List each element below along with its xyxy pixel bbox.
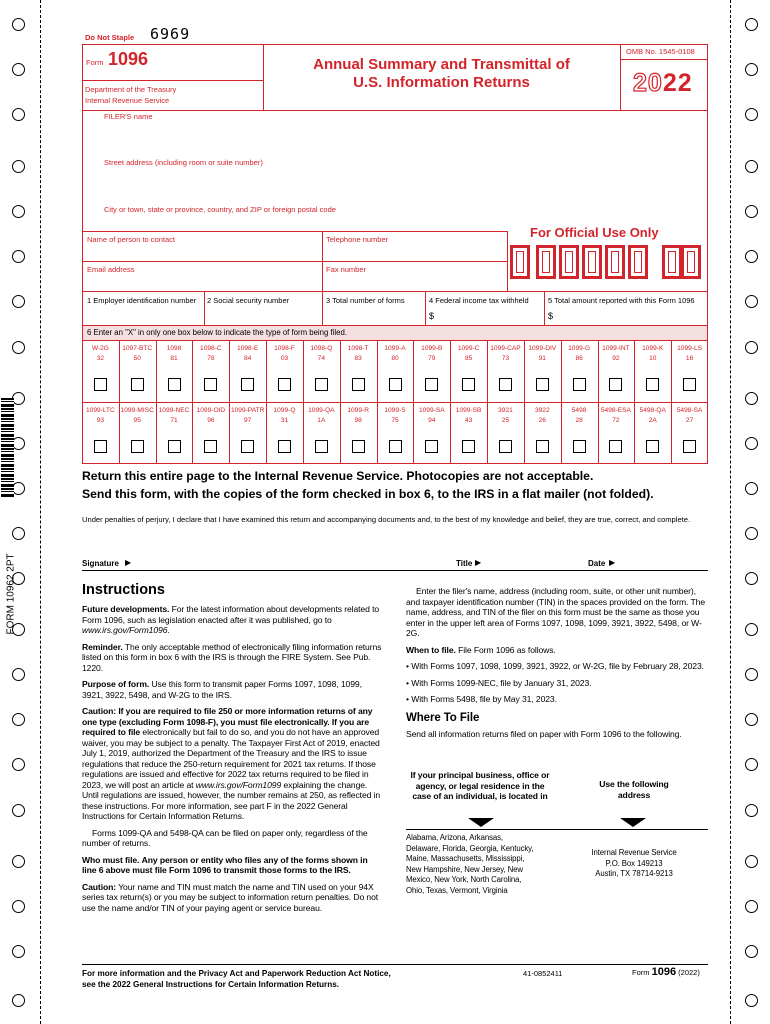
future-developments: Future developments. For the latest information about developments related to Form 1096, such as legislation enacted after it was published, go to www.irs.gov/Form1096. — [82, 604, 380, 635]
form-type-cell — [598, 344, 635, 364]
form-type-name: 1099-DIV — [528, 345, 557, 352]
form-type-code: 75 — [391, 417, 399, 424]
form-type-code: 50 — [133, 355, 141, 362]
address-column-heading: Use the following address — [599, 779, 669, 800]
pinfeed-hole — [745, 250, 758, 263]
form-type-checkbox[interactable] — [683, 440, 696, 453]
form-type-checkbox[interactable] — [94, 440, 107, 453]
pinfeed-hole — [745, 994, 758, 1007]
pinfeed-hole — [745, 945, 758, 958]
signature-label: Signature — [82, 559, 119, 568]
form-type-cell — [156, 344, 193, 364]
irs-line: Internal Revenue Service — [85, 96, 170, 105]
form-type-checkbox[interactable] — [573, 378, 586, 391]
form-type-cell — [266, 406, 303, 426]
omb-number: OMB No. 1545-0108 — [626, 47, 695, 56]
left-pinfeed-strip — [0, 0, 40, 1024]
form-type-checkbox[interactable] — [131, 378, 144, 391]
form-type-name: 1099-C — [457, 345, 480, 352]
form-type-cell — [487, 344, 524, 364]
form-type-code: 95 — [133, 417, 141, 424]
return-notice-1: Return this entire page to the Internal Revenue Service. Photocopies are not acceptable. — [82, 469, 594, 483]
form-type-cell — [561, 406, 598, 426]
form-type-code: 85 — [464, 355, 473, 362]
form-type-checkbox[interactable] — [646, 440, 659, 453]
date-arrow-icon: ▶ — [609, 558, 616, 567]
form-type-code: 43 — [464, 417, 473, 424]
box4-withheld-label: 4 Federal income tax withheld — [429, 296, 529, 305]
form-type-code: 73 — [501, 355, 510, 362]
deadline-bullet: • With Forms 5498, file by May 31, 2023. — [406, 694, 557, 704]
pinfeed-hole — [12, 108, 25, 121]
department-line: Department of the Treasury — [85, 85, 177, 94]
pinfeed-hole — [12, 713, 25, 726]
left-perforation — [40, 0, 41, 1024]
pinfeed-hole — [12, 160, 25, 173]
pinfeed-hole — [12, 18, 25, 31]
form-type-code: 74 — [317, 355, 326, 362]
form-type-name: 1099-G — [568, 345, 591, 352]
caution-tin: Caution: Your name and TIN must match the name and TIN used on your 94X series tax return(s) or you may be subject to information return penalties. Do not use the name and/or TIN of your paying agent or service bureau. — [82, 881, 379, 913]
form-type-cell — [377, 344, 414, 364]
form-type-name: 1099-A — [384, 345, 406, 352]
contact-name-label: Name of person to contact — [87, 235, 175, 244]
pinfeed-hole — [12, 994, 25, 1007]
where-to-file-text: Send all information returns filed on paper with Form 1096 to the following. — [406, 729, 682, 739]
form-type-name: 3922 — [534, 407, 550, 414]
form-type-code: 03 — [280, 355, 289, 362]
form-type-name: 1098-E — [237, 345, 259, 352]
form-type-checkbox[interactable] — [683, 378, 696, 391]
form-type-checkbox[interactable] — [204, 440, 217, 453]
arrow-down-icon — [620, 818, 646, 827]
form-type-name: 1099-B — [421, 345, 443, 352]
pinfeed-hole — [12, 295, 25, 308]
form-type-code: 80 — [391, 355, 399, 362]
qa-forms-note: Forms 1099-QA and 5498-QA can be filed on paper only, regardless of the number of returns. — [82, 827, 368, 848]
form-type-name: 1098-T — [347, 345, 369, 352]
form-type-checkbox[interactable] — [278, 440, 291, 453]
form-type-cell — [303, 406, 340, 426]
form-number-block: Form 1096 — [86, 49, 148, 69]
form-type-name: 1099-S — [384, 407, 406, 414]
form-type-name: 3921 — [498, 407, 513, 414]
form-type-name: 1099-SA — [418, 407, 445, 414]
form-type-name: 1098-C — [200, 345, 222, 352]
box5-dollar-sign: $ — [548, 311, 554, 321]
form-type-name: 1099-LTC — [85, 407, 115, 414]
pinfeed-hole — [12, 804, 25, 817]
pinfeed-hole — [12, 945, 25, 958]
where-to-file-heading: Where To File — [406, 711, 480, 724]
form-type-code: 84 — [244, 355, 252, 362]
city-label: City or town, state or province, country, and ZIP or foreign postal code — [104, 205, 336, 214]
pinfeed-hole — [745, 295, 758, 308]
form-type-name: 1099-K — [642, 345, 664, 352]
form-type-checkbox[interactable] — [499, 378, 512, 391]
form-type-code: 86 — [575, 355, 583, 362]
privacy-notice: For more information and the Privacy Act and Paperwork Reduction Act Notice, see the 2022 General Instructions for Certain Information Returns. — [82, 969, 391, 989]
form-type-checkbox[interactable] — [131, 440, 144, 453]
form-type-code: 98 — [354, 417, 362, 424]
purpose-of-form: Purpose of form. Use this form to transmit paper Forms 1097, 1098, 1099, 3921, 3922, 5498, and W-2G to the IRS. — [82, 679, 362, 700]
tax-year: 2022 — [633, 69, 693, 97]
pinfeed-hole — [12, 205, 25, 218]
form-type-name: 1099-QA — [308, 407, 335, 414]
form-type-cell — [340, 344, 377, 364]
pinfeed-hole — [745, 341, 758, 354]
form-type-cell — [82, 344, 119, 364]
form-type-cell — [156, 406, 193, 426]
pinfeed-hole — [745, 855, 758, 868]
return-notice-2: Send this form, with the copies of the form checked in box 6, to the IRS in a flat mailer (not folded). — [82, 487, 654, 501]
form-type-checkbox[interactable] — [315, 440, 328, 453]
form-type-checkbox[interactable] — [278, 378, 291, 391]
form-type-checkbox[interactable] — [425, 378, 438, 391]
form-type-code: 2A — [648, 417, 657, 424]
form-type-name: 1099-R — [347, 407, 369, 414]
form-type-code: 72 — [612, 417, 620, 424]
form-type-code: 79 — [428, 355, 436, 362]
form-type-name: 5498-QA — [639, 407, 666, 414]
form-type-cell — [524, 406, 561, 426]
form-type-checkbox[interactable] — [646, 378, 659, 391]
box4-dollar-sign: $ — [429, 311, 435, 321]
pinfeed-hole — [12, 900, 25, 913]
form-type-name: 1099-SB — [455, 407, 482, 414]
form-type-checkbox[interactable] — [204, 378, 217, 391]
pinfeed-hole — [745, 482, 758, 495]
street-address-label: Street address (including room or suite number) — [104, 158, 263, 167]
form-type-checkbox[interactable] — [241, 378, 254, 391]
form-type-checkbox[interactable] — [462, 378, 475, 391]
form-type-cell — [413, 406, 450, 426]
pinfeed-hole — [745, 572, 758, 585]
location-column-heading: If your principal business, office or agency, or legal residence in the case of an individual, is located in — [410, 770, 550, 801]
email-label: Email address — [87, 265, 135, 274]
signature-line — [82, 556, 708, 571]
form-type-code: 97 — [244, 417, 252, 424]
form-type-code: 26 — [538, 417, 546, 424]
form-type-cell — [598, 406, 635, 426]
pinfeed-hole — [12, 758, 25, 771]
fax-label: Fax number — [326, 265, 367, 274]
box6-instruction: 6 Enter an "X" in only one box below to indicate the type of form being filed. — [87, 328, 347, 337]
reminder: Reminder. The only acceptable method of electronically filing information returns listed on this form in box 6 with the IRS is through the FIRE System. See Pub. 1220. — [82, 641, 382, 673]
form-type-code: 91 — [538, 355, 546, 362]
pinfeed-hole — [745, 437, 758, 450]
form-type-cell — [266, 344, 303, 364]
form-type-code: 81 — [170, 355, 178, 362]
form-type-checkbox[interactable] — [609, 378, 622, 391]
do-not-staple: Do Not Staple — [85, 33, 135, 42]
barcode — [1, 398, 14, 498]
pinfeed-hole — [745, 623, 758, 636]
instructions-heading: Instructions — [82, 582, 165, 598]
form-type-cell — [524, 344, 561, 364]
form-type-checkbox[interactable] — [425, 440, 438, 453]
pinfeed-hole — [745, 392, 758, 405]
form-type-code: 78 — [207, 355, 215, 362]
irs-address: Internal Revenue Service P.O. Box 149213 Austin, TX 78714-9213 — [591, 848, 677, 878]
pinfeed-hole — [745, 713, 758, 726]
deadline-bullet: • With Forms 1099-NEC, file by January 31, 2023. — [406, 677, 592, 688]
form-type-cell — [671, 406, 708, 426]
form-type-name: 1099-CAP — [490, 345, 521, 352]
who-must-file: Who must file. Any person or entity who files any of the forms shown in line 6 above must file Form 1096 to transmit those forms to the IRS. — [82, 854, 368, 875]
form-type-name: 1097-BTC — [122, 345, 153, 352]
form-type-checkbox[interactable] — [352, 440, 365, 453]
form-type-checkbox[interactable] — [536, 378, 549, 391]
form-type-cell — [119, 406, 156, 426]
footer-rule — [82, 964, 708, 965]
form-type-cell — [229, 406, 266, 426]
side-form-label: FORM 10962 2PT — [5, 553, 17, 635]
title-arrow-icon: ▶ — [475, 558, 482, 567]
form-type-name: 5498-ESA — [600, 407, 631, 414]
form-type-cell — [634, 406, 671, 426]
caution-electronic: Caution: If you are required to file 250 or more information returns of any one type (excluding Form 1098-F), you must file electronically. If you are required to file electronically but fail to do so, and you do not have an approved waiver, you may be subject to a penalty. The Taxpayer First Act of 2019, enacted July 1, 2019, authorized the Department of the Treasury and the IRS to issue regulations that reduce the 250-return requirement for 2021 tax returns. If those regulations are issued and effective for 2022 tax returns required to be filed in 2023, we will post an article at www.irs.gov/Form1099 explaining the change. Until regulations are issued, however, the number remains at 250, as reflected in these instructions. For more information, see part F in the 2022 General Instructions for Certain Information Returns. — [82, 706, 381, 821]
form-type-cell — [413, 344, 450, 364]
form-type-code: 94 — [428, 417, 436, 424]
form-title: Annual Summary and Transmittal of U.S. Information Returns — [313, 56, 570, 91]
form-type-checkbox[interactable] — [573, 440, 586, 453]
pinfeed-hole — [12, 63, 25, 76]
form-type-cell — [119, 344, 156, 364]
pinfeed-hole — [12, 341, 25, 354]
form-type-cell — [303, 344, 340, 364]
box3-total-forms-label: 3 Total number of forms — [326, 296, 405, 305]
signature-arrow-icon: ▶ — [125, 558, 132, 567]
form-type-code: 31 — [280, 417, 289, 424]
form-type-name: W-2G — [91, 345, 109, 352]
right-pinfeed-strip — [730, 0, 770, 1024]
pinfeed-hole — [745, 108, 758, 121]
title-label: Title — [456, 559, 473, 568]
pinfeed-hole — [745, 527, 758, 540]
form-type-name: 1098 — [166, 345, 182, 352]
form-type-cell — [450, 406, 487, 426]
form-type-code: 25 — [501, 417, 510, 424]
form-type-checkbox[interactable] — [389, 440, 402, 453]
pinfeed-hole — [12, 250, 25, 263]
form-type-cell — [450, 344, 487, 364]
form-type-checkbox[interactable] — [462, 440, 475, 453]
handwritten-code: 6969 — [150, 25, 191, 43]
form-type-checkbox[interactable] — [94, 378, 107, 391]
pinfeed-hole — [12, 668, 25, 681]
form-type-checkbox[interactable] — [609, 440, 622, 453]
form-type-name: 5498-SA — [676, 407, 703, 414]
pinfeed-hole — [745, 205, 758, 218]
form-type-name: 5498 — [571, 407, 587, 414]
pinfeed-hole — [745, 160, 758, 173]
pinfeed-hole — [745, 63, 758, 76]
when-to-file: When to file. File Form 1096 as follows. — [406, 644, 556, 655]
form-type-checkbox[interactable] — [499, 440, 512, 453]
pinfeed-hole — [745, 18, 758, 31]
catalog-number: 41-0852411 — [523, 969, 563, 978]
telephone-label: Telephone number — [326, 235, 389, 244]
form-type-checkbox[interactable] — [315, 378, 328, 391]
form-type-cell — [561, 344, 598, 364]
form-type-name: 1099-NEC — [158, 407, 190, 414]
deadline-bullet: • With Forms 1097, 1098, 1099, 3921, 3922, or W-2G, file by February 28, 2023. — [406, 661, 704, 671]
form-type-name: 1098-F — [274, 345, 295, 352]
box2-ssn-label: 2 Social security number — [207, 296, 290, 305]
form-type-name: 1099-MISC — [120, 407, 154, 414]
form-type-cell — [229, 344, 266, 364]
enter-filer-info: Enter the filer's name, address (including room, suite, or other unit number), and taxpayer identification number (TIN) in the spaces provided on the form. The name, address, and TIN of the filer on this form must be the same as those you enter in the upper left area of Forms 1097, 1098, 1099, 3921, 3922, 5498, or W-2G. — [406, 586, 705, 638]
form-type-checkbox[interactable] — [168, 378, 181, 391]
form-type-code: 93 — [96, 417, 105, 424]
pinfeed-hole — [745, 668, 758, 681]
form-type-cell — [192, 406, 229, 426]
form-type-cell — [82, 406, 119, 426]
form-type-name: 1099-OID — [196, 407, 226, 414]
date-label: Date — [588, 559, 606, 568]
box1-ein-label: 1 Employer identification number — [87, 296, 197, 305]
form-type-cell — [634, 344, 671, 364]
form-type-cell — [377, 406, 414, 426]
form-type-cell — [487, 406, 524, 426]
form-type-code: 28 — [575, 417, 583, 424]
footer-form-id: Form 1096 (2022) — [632, 966, 700, 978]
form-type-name: 1098-Q — [310, 345, 333, 352]
form-type-code: 1A — [317, 417, 326, 424]
instructions-left-column — [82, 604, 382, 919]
pinfeed-hole — [745, 804, 758, 817]
states-list: Alabama, Arizona, Arkansas, Delaware, Florida, Georgia, Kentucky, Maine, Massachusetts, Mississippi, New Hampshire, New Jersey, New Mexico, New York, North Carolina, Ohio, Texas, Vermont, Virginia — [406, 833, 534, 895]
form-type-code: 83 — [354, 355, 362, 362]
form-type-checkbox[interactable] — [241, 440, 254, 453]
form-type-code: 10 — [649, 355, 657, 362]
form-type-checkbox[interactable] — [389, 378, 402, 391]
form-type-checkbox[interactable] — [352, 378, 365, 391]
form-type-cell — [671, 344, 708, 364]
form-type-cell — [340, 406, 377, 426]
pinfeed-hole — [745, 758, 758, 771]
perjury-statement: Under penalties of perjury, I declare that I have examined this return and accompanying documents and, to the best of my knowledge and belief, they are true, correct, and complete. — [82, 515, 691, 524]
form-type-cell — [192, 344, 229, 364]
form-type-checkbox[interactable] — [168, 440, 181, 453]
filer-name-label: FILER'S name — [104, 112, 153, 121]
pinfeed-hole — [12, 527, 25, 540]
instructions-right-column — [406, 586, 708, 746]
form-type-checkbox[interactable] — [536, 440, 549, 453]
form-type-name: 1099-LS — [677, 345, 703, 352]
form-type-name: 1099-Q — [273, 407, 296, 414]
form-type-code: 16 — [685, 355, 694, 362]
form-type-code: 71 — [170, 417, 178, 424]
form-type-code: 92 — [612, 355, 620, 362]
divider — [406, 829, 708, 830]
box5-total-amount-label: 5 Total amount reported with this Form 1096 — [548, 296, 695, 305]
form-type-code: 32 — [96, 355, 105, 362]
pinfeed-hole — [12, 855, 25, 868]
arrow-down-icon — [468, 818, 494, 827]
form-type-name: 1099-PATR — [230, 407, 265, 414]
official-use-heading: For Official Use Only — [530, 225, 659, 240]
form-type-code: 27 — [685, 417, 694, 424]
form-type-name: 1099-INT — [602, 345, 630, 352]
pinfeed-hole — [745, 900, 758, 913]
form-type-code: 96 — [207, 417, 215, 424]
